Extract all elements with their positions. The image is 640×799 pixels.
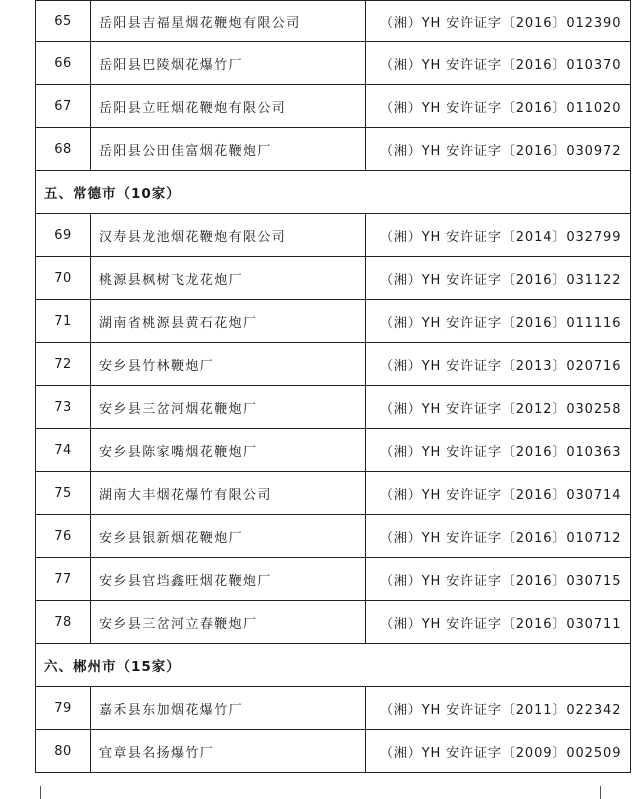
table-row (36, 42, 631, 85)
row-number-cell: 78 (36, 601, 91, 644)
license-number-cell: （湘）YH 安许证字〔2011〕022342 (366, 687, 631, 730)
table-row (36, 85, 631, 128)
company-name-cell: 湖南大丰烟花爆竹有限公司 (91, 472, 366, 515)
row-number-cell: 66 (36, 42, 91, 85)
table-row (36, 601, 631, 644)
table-row (36, 1, 631, 42)
row-number-cell: 68 (36, 128, 91, 171)
table-row (36, 300, 631, 343)
table-row (36, 515, 631, 558)
license-number-cell: （湘）YH 安许证字〔2016〕030711 (366, 601, 631, 644)
company-name-cell: 宜章县名扬爆竹厂 (91, 730, 366, 773)
company-name-cell: 安乡县竹林鞭炮厂 (91, 343, 366, 386)
license-number-cell: （湘）YH 安许证字〔2016〕030715 (366, 558, 631, 601)
license-number-cell: （湘）YH 安许证字〔2016〕011020 (366, 85, 631, 128)
license-number-cell: （湘）YH 安许证字〔2009〕002509 (366, 730, 631, 773)
license-number-cell: （湘）YH 安许证字〔2016〕030972 (366, 128, 631, 171)
table-row (36, 214, 631, 257)
row-number-cell: 65 (36, 1, 91, 42)
table-row (36, 687, 631, 730)
row-number-cell: 71 (36, 300, 91, 343)
company-name-cell: 安乡县三岔河烟花鞭炮厂 (91, 386, 366, 429)
table-row (36, 429, 631, 472)
license-number-cell: （湘）YH 安许证字〔2016〕010363 (366, 429, 631, 472)
company-name-cell: 安乡县陈家嘴烟花鞭炮厂 (91, 429, 366, 472)
row-number-cell: 67 (36, 85, 91, 128)
license-number-cell: （湘）YH 安许证字〔2016〕031122 (366, 257, 631, 300)
row-number-cell: 74 (36, 429, 91, 472)
license-number-cell: （湘）YH 安许证字〔2016〕010712 (366, 515, 631, 558)
row-number-cell: 79 (36, 687, 91, 730)
company-name-cell: 嘉禾县东加烟花爆竹厂 (91, 687, 366, 730)
table-row (36, 257, 631, 300)
section-title: 五、常德市（10家） (36, 171, 631, 214)
table-row (36, 730, 631, 773)
company-name-cell: 汉寿县龙池烟花鞭炮有限公司 (91, 214, 366, 257)
license-number-cell: （湘）YH 安许证字〔2016〕011116 (366, 300, 631, 343)
section-header-row (36, 644, 631, 687)
company-name-cell: 安乡县三岔河立春鞭炮厂 (91, 601, 366, 644)
section-header-row (36, 171, 631, 214)
table-row (36, 343, 631, 386)
page-edge-mark-left (40, 786, 41, 799)
license-number-cell: （湘）YH 安许证字〔2013〕020716 (366, 343, 631, 386)
table-row (36, 386, 631, 429)
row-number-cell: 80 (36, 730, 91, 773)
license-number-cell: （湘）YH 安许证字〔2012〕030258 (366, 386, 631, 429)
company-name-cell: 岳阳县巴陵烟花爆竹厂 (91, 42, 366, 85)
license-number-cell: （湘）YH 安许证字〔2014〕032799 (366, 214, 631, 257)
row-number-cell: 75 (36, 472, 91, 515)
license-table-body (36, 1, 631, 773)
license-number-cell: （湘）YH 安许证字〔2016〕010370 (366, 42, 631, 85)
company-name-cell: 湖南省桃源县黄石花炮厂 (91, 300, 366, 343)
row-number-cell: 72 (36, 343, 91, 386)
table-row (36, 558, 631, 601)
company-name-cell: 岳阳县吉福星烟花鞭炮有限公司 (91, 1, 366, 42)
row-number-cell: 77 (36, 558, 91, 601)
page-edge-mark-right (600, 786, 601, 799)
table-row (36, 128, 631, 171)
row-number-cell: 69 (36, 214, 91, 257)
license-number-cell: （湘）YH 安许证字〔2016〕012390 (366, 1, 631, 42)
company-name-cell: 岳阳县立旺烟花鞭炮有限公司 (91, 85, 366, 128)
row-number-cell: 73 (36, 386, 91, 429)
company-name-cell: 安乡县银新烟花鞭炮厂 (91, 515, 366, 558)
company-name-cell: 岳阳县公田佳富烟花鞭炮厂 (91, 128, 366, 171)
license-table (35, 0, 631, 773)
row-number-cell: 76 (36, 515, 91, 558)
row-number-cell: 70 (36, 257, 91, 300)
license-number-cell: （湘）YH 安许证字〔2016〕030714 (366, 472, 631, 515)
company-name-cell: 安乡县官垱鑫旺烟花鞭炮厂 (91, 558, 366, 601)
table-row (36, 472, 631, 515)
section-title: 六、郴州市（15家） (36, 644, 631, 687)
company-name-cell: 桃源县枫树飞龙花炮厂 (91, 257, 366, 300)
